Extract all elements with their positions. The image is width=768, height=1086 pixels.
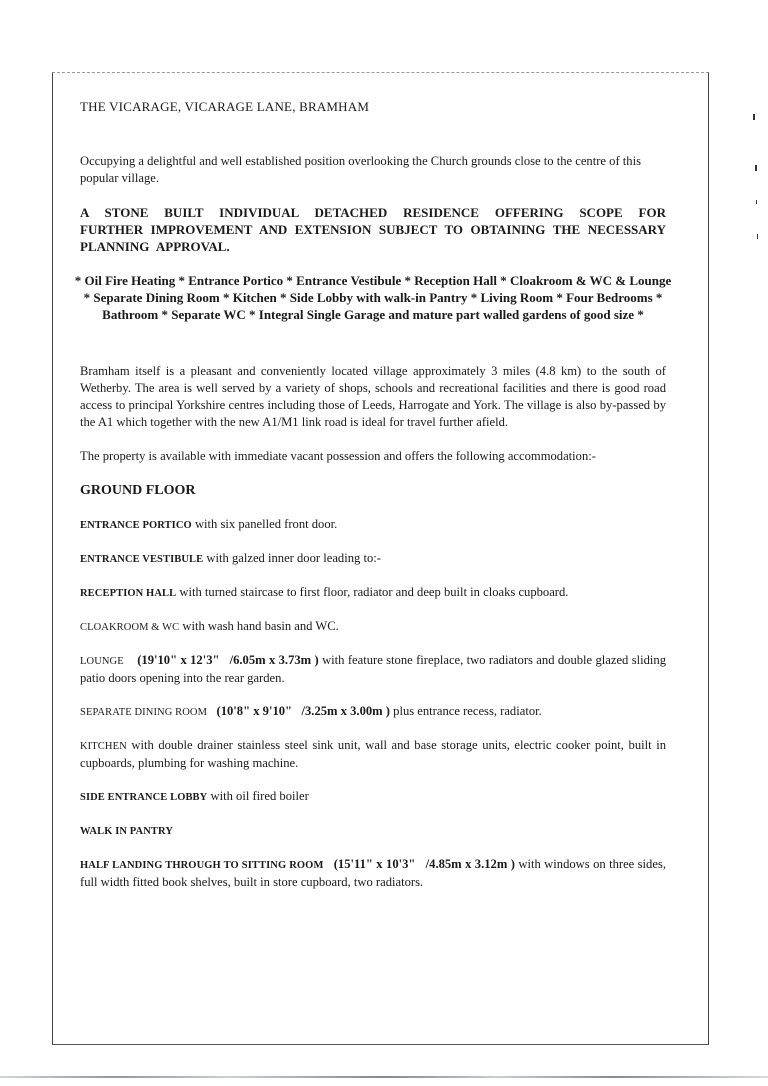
intro-paragraph: Occupying a delightful and well established position overlooking the Church grounds close to the centre of this popular village. [80,154,641,185]
room-description: with wash hand basin and WC. [179,619,339,633]
scan-mark [753,114,755,120]
room-name: CLOAKROOM & WC [80,622,180,633]
room-description: with feature stone fireplace, two radiators and double glazed sliding patio doors opening into the rear garden. [80,653,667,685]
room-name: KITCHEN [80,741,127,752]
scan-mark [756,200,757,204]
room-description: with six panelled front door. [191,517,338,531]
ground-floor-heading: GROUND FLOOR [80,483,196,498]
scan-mark [757,234,758,239]
room-description: with oil fired boiler [207,789,309,803]
room-cloakroom-wc [80,618,666,636]
room-description: with galzed inner door leading to:- [203,551,381,565]
scan-mark [755,165,757,171]
room-name: ENTRANCE VESTIBULE [80,554,204,565]
room-description: with windows on three sides, full width fitted book shelves, built in store cupboard, two radiators. [80,857,666,889]
room-dimensions: (15'11" x 10'3" /4.85m x 3.12m ) [333,857,515,871]
document-title: THE VICARAGE, VICARAGE LANE, BRAMHAM [80,99,370,114]
room-lounge [80,652,666,687]
room-name: LOUNGE [80,656,124,667]
location-paragraph: Bramham itself is a pleasant and conveniently located village approximately 3 miles (4.8 km) to the south of Wetherby. The area is well served by a variety of shops, schools and recreational facilities and there is good road access to principal Yorkshire centres including those of Leeds, Harrogate and York. The village is also by-passed by the A1 which together with the new A1/M1 link road is ideal for travel further afield. [80,364,666,429]
room-entrance-vestibule [80,550,666,568]
room-name: WALK IN PANTRY [80,826,174,837]
room-name: SIDE ENTRANCE LOBBY [80,792,208,803]
room-name: SEPARATE DINING ROOM [80,707,208,718]
availability-paragraph: The property is available with immediate vacant possession and offers the following accommodation:- [80,449,596,463]
headline-paragraph: A STONE BUILT INDIVIDUAL DETACHED RESIDENCE OFFERING SCOPE FOR FURTHER IMPROVEMENT AND EXTENSION SUBJECT TO OBTAINING THE NECESSARY PLANNING APPROVAL. [80,205,666,254]
room-entrance-portico [80,516,666,534]
room-reception-hall [80,584,666,602]
room-side-entrance-lobby [80,788,666,806]
room-description: with turned staircase to first floor, radiator and deep built in cloaks cupboard. [176,585,569,599]
room-separate-dining-room [80,703,666,721]
room-description: plus entrance recess, radiator. [390,704,542,718]
room-name: HALF LANDING THROUGH TO SITTING ROOM [80,860,324,871]
document-body [74,98,672,907]
room-name: RECEPTION HALL [80,588,177,599]
room-description: with double drainer stainless steel sink unit, wall and base storage units, electric cooker point, built in cupboards, plumbing for washing machine. [80,738,666,770]
scanner-edge-line [0,1076,768,1078]
features-list: * Oil Fire Heating * Entrance Portico * Entrance Vestibule * Reception Hall * Cloakroom & WC & Lounge * Separate Dining Room * Kitchen * Side Lobby with walk-in Pantry * Living Room * Four Bedrooms * Bathroom * Separate WC * Integral Single Garage and mature part walled gardens of good size * [74,273,672,322]
room-dimensions: (19'10" x 12'3" /6.05m x 3.73m ) [137,653,319,667]
room-kitchen [80,737,666,772]
room-walk-in-pantry [80,822,666,840]
room-dimensions: (10'8" x 9'10" /3.25m x 3.00m ) [216,704,390,718]
room-name: ENTRANCE PORTICO [80,520,192,531]
room-sitting-room [80,856,666,891]
